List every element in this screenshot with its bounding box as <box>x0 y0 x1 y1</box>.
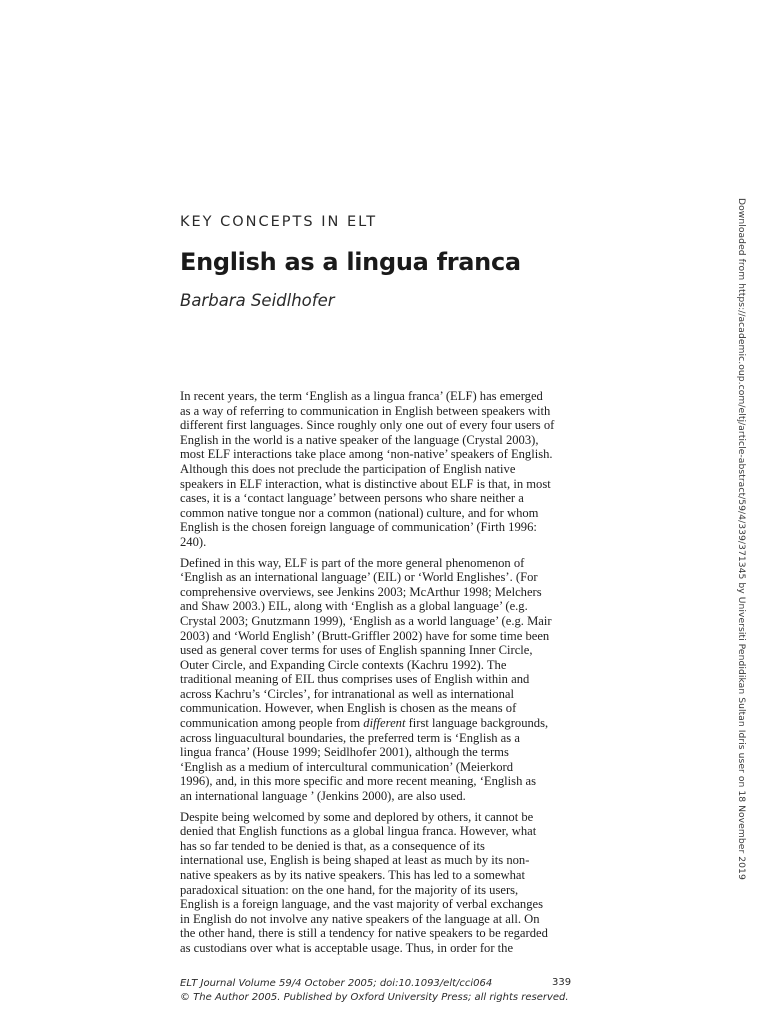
text-line: lingua franca’ (House 1999; Seidlhofer 2001), although the terms <box>180 745 509 760</box>
text-line: English is the chosen foreign language of communication’ (Firth 1996: <box>180 520 537 535</box>
article-title: English as a lingua franca <box>180 248 521 276</box>
text-line: native speakers as by its native speakers. This has led to a somewhat <box>180 868 525 882</box>
text-line: as custodians over what is acceptable usage. Thus, in order for the <box>180 940 514 955</box>
text-line: the other hand, there is still a tendency for native speakers to be regarded <box>180 926 548 941</box>
text-line: Crystal 2003; Gnutzmann 1999), ‘English as a world language’ (e.g. Mair <box>180 613 552 628</box>
text-line: speakers in ELF interaction, what is distinctive about ELF is that, in most <box>180 476 551 491</box>
series-label: KEY CONCEPTS IN ELT <box>180 214 378 230</box>
text-line: Despite being welcomed by some and deplored by others, it cannot be <box>180 809 534 824</box>
page-footer <box>180 977 570 1004</box>
text-line: 2003) and ‘World English’ (Brutt-Griffler 2002) have for some time been <box>180 628 550 643</box>
paragraph <box>180 810 582 956</box>
text-line: 1996), and, in this more specific and more recent meaning, ‘English as <box>180 774 537 789</box>
text-line: comprehensive overviews, see Jenkins 2003; McArthur 1998; Melchers <box>180 584 542 599</box>
text-line: Outer Circle, and Expanding Circle contexts (Kachru 1992). The <box>180 657 507 672</box>
text-line: common native tongue nor a common (national) culture, and for whom <box>180 505 539 520</box>
text-line: In recent years, the term ‘English as a lingua franca’ (ELF) has emerged <box>180 389 543 403</box>
copyright-notice: © The Author 2005. Published by Oxford University Press; all rights reserved. <box>180 991 569 1003</box>
text-line: in English do not involve any native speakers of the language at all. On <box>180 911 540 926</box>
text-line: international use, English is being shaped at least as much by its non- <box>180 853 530 868</box>
journal-citation: ELT Journal Volume 59/4 October 2005; doi:10.1093/elt/cci064 <box>180 978 493 989</box>
author-name: Barbara Seidlhofer <box>180 291 335 310</box>
emphasis: different <box>363 716 406 731</box>
text-line: denied that English functions as a global lingua franca. However, what <box>180 824 537 839</box>
text-line: different first languages. Since roughly only one out of every four users of <box>180 418 555 433</box>
text-line: traditional meaning of EIL thus comprises uses of English within and <box>180 672 530 687</box>
text-line: English in the world is a native speaker of the language (Crystal 2003), <box>180 432 539 447</box>
text-line: Although this does not preclude the participation of English native <box>180 461 516 476</box>
text-line: used as general cover terms for uses of English spanning Inner Circle, <box>180 643 533 658</box>
text-line: most ELF interactions take place among ‘non-native’ speakers of English. <box>180 447 553 462</box>
text-line: an international language ’ (Jenkins 2000), are also used. <box>180 789 466 804</box>
text-line: 240). <box>180 534 207 549</box>
download-notice: Downloaded from https://academic.oup.com/eltj/article-abstract/59/4/339/371345 by Universiti Pendidikan Sultan Idris user on 18 November 2019 <box>736 198 747 880</box>
text-line: has so far tended to be denied is that, as a consequence of its <box>180 838 485 853</box>
text-line: cases, it is a ‘contact language’ between persons who share neither a <box>180 491 524 506</box>
text-line: as a way of referring to communication in English between speakers with <box>180 403 551 418</box>
text-line: across Kachru’s ‘Circles’, for intranational as well as international <box>180 686 514 701</box>
text-line: English is a foreign language, and the vast majority of verbal exchanges <box>180 897 544 912</box>
text-line: ‘English as an international language’ (EIL) or ‘World Englishes’. (For <box>180 570 538 585</box>
text-line: communication among people from different first language backgrounds, <box>180 716 549 731</box>
paragraph <box>180 556 582 804</box>
article-body <box>180 389 582 962</box>
text-line: Defined in this way, ELF is part of the more general phenomenon of <box>180 555 525 570</box>
page-number: 339 <box>552 977 572 988</box>
paragraph <box>180 389 582 550</box>
text-line: across linguacultural boundaries, the preferred term is ‘English as a <box>180 730 520 745</box>
text-line: and Shaw 2003.) EIL, along with ‘English as a global language’ (e.g. <box>180 599 528 614</box>
text-line: paradoxical situation: on the one hand, for the majority of its users, <box>180 882 519 897</box>
text-line: communication. However, when English is chosen as the means of <box>180 701 517 716</box>
text-line: ‘English as a medium of intercultural communication’ (Meierkord <box>180 759 514 774</box>
